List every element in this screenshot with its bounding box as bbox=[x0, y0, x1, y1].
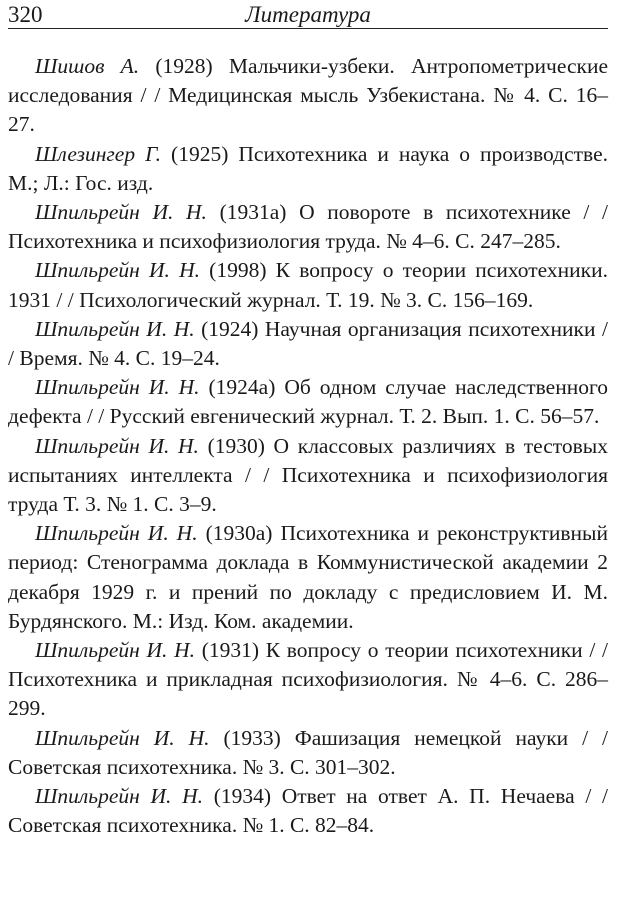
entry-text: (1998) К вопросу о теории психотехники. 1931 / / Психологический журнал. Т. 19. № 3. С. 156–169. bbox=[8, 258, 608, 312]
entry-author: Шпильрейн И. Н. bbox=[35, 375, 200, 400]
bibliography-entry bbox=[8, 519, 608, 636]
bibliography-entry bbox=[8, 315, 608, 373]
bibliography-entry bbox=[8, 140, 608, 198]
entry-text: (1933) Фашизация немецкой науки / / Советская психотехника. № 3. С. 301–302. bbox=[8, 725, 608, 779]
entry-text: (1931) К вопросу о теории психотехники / / Психотехника и прикладная психофизиология. № 4–6. С. 286–299. bbox=[8, 638, 608, 721]
entry-text: (1924а) Об одном случае наследственного дефекта / / Русский евгенический журнал. Т. 2. Вып. 1. С. 56–57. bbox=[8, 375, 608, 429]
bibliography-entry bbox=[8, 198, 608, 256]
bibliography-entry bbox=[8, 52, 608, 140]
entry-author: Шпильрейн И. Н. bbox=[35, 433, 199, 458]
entry-author: Шпильрейн И. Н. bbox=[35, 200, 207, 225]
entry-text: (1931а) О повороте в психотехнике / / Психотехника и психофизиология труда. № 4–6. С. 247–285. bbox=[8, 200, 608, 254]
entry-author: Шпильрейн И. Н. bbox=[35, 725, 210, 750]
bibliography-entry bbox=[8, 782, 608, 840]
entry-author: Шпильрейн И. Н. bbox=[35, 521, 198, 546]
entry-text: (1930а) Психотехника и реконструктивный период: Стенограмма доклада в Коммунистической академии 2 декабря 1929 г. и прений по докладу с предисловием И. М. Бурдянского. М.: Изд. Ком. академии. bbox=[8, 521, 608, 633]
entry-text: (1925) Психотехника и наука о производстве. М.; Л.: Гос. изд. bbox=[8, 141, 608, 195]
entry-author: Шпильрейн И. Н. bbox=[35, 638, 195, 663]
page-number: 320 bbox=[8, 2, 43, 27]
entry-author: Шишов А. bbox=[35, 54, 140, 78]
section-title: Литература bbox=[245, 2, 371, 27]
entry-text: (1930) О классовых различиях в тестовых испытаниях интеллекта / / Психотехника и психофизиология труда Т. 3. № 1. С. 3–9. bbox=[8, 433, 608, 517]
entry-author: Шпильрейн И. Н. bbox=[35, 784, 203, 809]
entry-text: (1924) Научная организация психотехники / / Время. № 4. С. 19–24. bbox=[8, 316, 608, 371]
entry-text: (1928) Мальчики-узбеки. Антропометрические исследования / / Медицинская мысль Узбекистана. № 4. С. 16–27. bbox=[8, 54, 608, 137]
bibliography-entry bbox=[8, 256, 608, 314]
bibliography-list bbox=[8, 52, 608, 840]
bibliography-entry bbox=[8, 724, 608, 782]
entry-author: Шлезингер Г. bbox=[35, 141, 162, 166]
entry-author: Шпильрейн И. Н. bbox=[35, 258, 200, 283]
entry-author: Шпильрейн И. Н. bbox=[35, 316, 195, 341]
bibliography-entry bbox=[8, 373, 608, 431]
entry-text: (1934) Ответ на ответ А. П. Нечаева / / Советская психотехника. № 1. С. 82–84. bbox=[8, 784, 608, 838]
bibliography-entry bbox=[8, 432, 608, 520]
bibliography-entry bbox=[8, 636, 608, 724]
running-head bbox=[8, 0, 608, 30]
header-rule bbox=[8, 28, 608, 29]
